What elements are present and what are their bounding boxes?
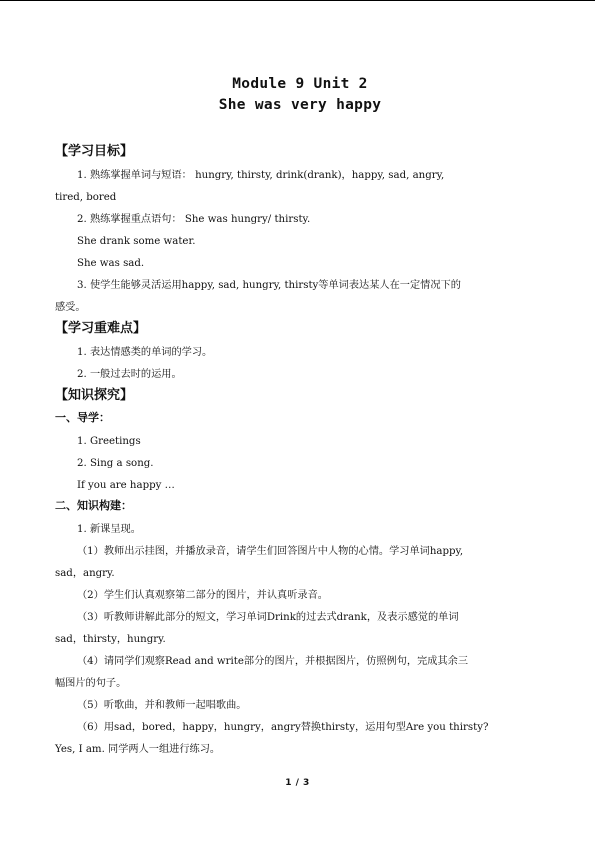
guide-line: 2. Sing a song. [77,458,154,469]
document-page [55,74,545,761]
goals-line: tired, bored [55,192,117,203]
document-title: Module 9 Unit 2 [232,76,368,92]
construction-line: 1. 新课呈现。 [77,524,141,535]
header-rule [0,0,595,1]
construction-line: （3）听教师讲解此部分的短文，学习单词Drink的过去式drank，及表示感觉的单词 [77,612,459,623]
subsection-heading-guide: 一、导学： [55,411,110,424]
construction-line: （5）听歌曲，并和教师一起唱歌曲。 [77,700,247,711]
construction-line: Yes, I am. 同学两人一组进行练习。 [55,744,221,755]
guide-line: If you are happy … [77,480,175,491]
document-subtitle: She was very happy [218,97,382,113]
goals-line: 3. 使学生能够灵活运用happy, sad, hungry, thirsty等单词表达某人在一定情况下的 [77,280,461,291]
goals-line: 感受。 [55,302,86,313]
construction-line: sad，angry. [55,568,115,579]
key-points-line: 1. 表达情感类的单词的学习。 [77,347,213,358]
page-number: 1 / 3 [285,778,310,788]
section-heading-exploration: 【知识探究】 [55,388,134,403]
goals-line: 2. 熟练掌握重点语句： She was hungry/ thirsty. [77,214,311,225]
construction-line: （4）请同学们观察Read and write部分的图片，并根据图片，仿照例句，完成其余三 [77,656,469,667]
subsection-heading-construction: 二、知识构建： [55,499,132,512]
section-heading-key-points: 【学习重难点】 [55,321,147,336]
goals-line: 1. 熟练掌握单词与短语： hungry, thirsty, drink(drank)，happy, sad, angry, [77,170,445,181]
construction-line: （6）用sad，bored，happy，hungry，angry替换thirsty，运用句型Are you thirsty? [77,722,489,733]
key-points-line: 2. 一般过去时的运用。 [77,369,182,380]
construction-line: （1）教师出示挂图，并播放录音，请学生们回答图片中人物的心情。学习单词happy, [77,546,464,557]
guide-line: 1. Greetings [77,436,141,447]
construction-line: 幅图片的句子。 [55,678,127,689]
construction-line: （2）学生们认真观察第二部分的图片，并认真听录音。 [77,590,328,601]
section-heading-goals: 【学习目标】 [55,144,134,159]
construction-line: sad，thirsty，hungry. [55,634,166,645]
goals-line: She drank some water. [77,236,196,247]
goals-line: She was sad. [77,258,145,269]
